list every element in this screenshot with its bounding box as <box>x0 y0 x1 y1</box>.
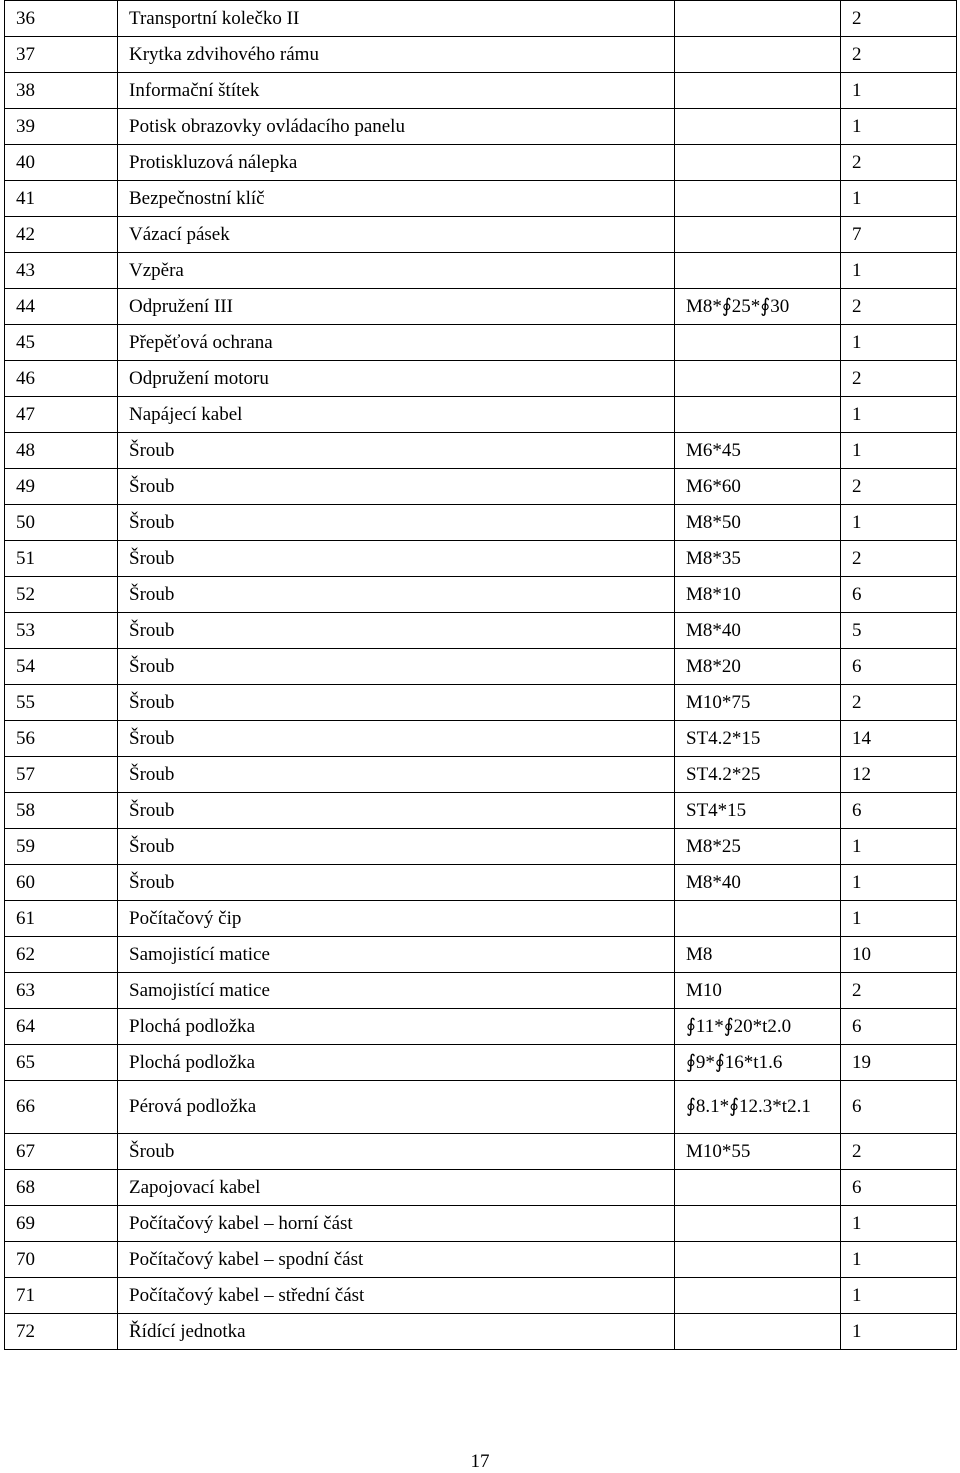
part-quantity-cell: 6 <box>841 649 957 685</box>
table-row <box>5 469 957 505</box>
part-spec-cell <box>675 1278 841 1314</box>
part-spec-cell <box>675 397 841 433</box>
part-number-cell: 65 <box>5 1045 118 1081</box>
part-spec-cell <box>675 181 841 217</box>
part-quantity-cell: 1 <box>841 505 957 541</box>
part-name-cell: Šroub <box>118 685 675 721</box>
part-quantity-cell: 1 <box>841 1314 957 1350</box>
part-number-cell: 36 <box>5 1 118 37</box>
part-spec-cell: M8*20 <box>675 649 841 685</box>
part-number-cell: 45 <box>5 325 118 361</box>
part-quantity-cell: 1 <box>841 1242 957 1278</box>
part-name-cell: Šroub <box>118 577 675 613</box>
part-spec-cell: ST4*15 <box>675 793 841 829</box>
part-spec-cell: M10 <box>675 973 841 1009</box>
part-spec-cell: ∮8.1*∮12.3*t2.1 <box>675 1081 841 1134</box>
part-quantity-cell: 2 <box>841 37 957 73</box>
part-quantity-cell: 6 <box>841 1081 957 1134</box>
part-spec-cell: M8*10 <box>675 577 841 613</box>
part-spec-cell: M8*40 <box>675 865 841 901</box>
table-row <box>5 865 957 901</box>
part-name-cell: Šroub <box>118 505 675 541</box>
part-spec-cell <box>675 37 841 73</box>
part-name-cell: Krytka zdvihového rámu <box>118 37 675 73</box>
part-name-cell: Počítačový kabel – spodní část <box>118 1242 675 1278</box>
part-name-cell: Samojistící matice <box>118 937 675 973</box>
table-row <box>5 73 957 109</box>
part-number-cell: 47 <box>5 397 118 433</box>
part-spec-cell: M6*45 <box>675 433 841 469</box>
table-row <box>5 433 957 469</box>
part-quantity-cell: 1 <box>841 73 957 109</box>
part-number-cell: 61 <box>5 901 118 937</box>
part-spec-cell <box>675 217 841 253</box>
part-quantity-cell: 1 <box>841 1206 957 1242</box>
part-number-cell: 70 <box>5 1242 118 1278</box>
part-spec-cell <box>675 1242 841 1278</box>
part-quantity-cell: 10 <box>841 937 957 973</box>
part-quantity-cell: 2 <box>841 973 957 1009</box>
part-spec-cell: M8*∮25*∮30 <box>675 289 841 325</box>
part-spec-cell <box>675 145 841 181</box>
part-spec-cell: ST4.2*15 <box>675 721 841 757</box>
part-name-cell: Šroub <box>118 865 675 901</box>
table-row <box>5 1045 957 1081</box>
table-row <box>5 937 957 973</box>
table-row <box>5 253 957 289</box>
part-quantity-cell: 2 <box>841 361 957 397</box>
part-number-cell: 51 <box>5 541 118 577</box>
part-number-cell: 72 <box>5 1314 118 1350</box>
table-row <box>5 577 957 613</box>
part-number-cell: 71 <box>5 1278 118 1314</box>
part-spec-cell: M8*25 <box>675 829 841 865</box>
part-spec-cell: M8*40 <box>675 613 841 649</box>
part-quantity-cell: 1 <box>841 397 957 433</box>
part-name-cell: Informační štítek <box>118 73 675 109</box>
part-quantity-cell: 2 <box>841 1 957 37</box>
part-name-cell: Šroub <box>118 469 675 505</box>
part-name-cell: Potisk obrazovky ovládacího panelu <box>118 109 675 145</box>
part-name-cell: Transportní kolečko II <box>118 1 675 37</box>
part-quantity-cell: 2 <box>841 289 957 325</box>
part-number-cell: 52 <box>5 577 118 613</box>
part-number-cell: 66 <box>5 1081 118 1134</box>
part-spec-cell: M8*35 <box>675 541 841 577</box>
table-row <box>5 289 957 325</box>
part-quantity-cell: 7 <box>841 217 957 253</box>
table-row <box>5 1 957 37</box>
part-spec-cell: ∮11*∮20*t2.0 <box>675 1009 841 1045</box>
table-row <box>5 541 957 577</box>
part-quantity-cell: 1 <box>841 325 957 361</box>
table-row <box>5 1242 957 1278</box>
part-spec-cell <box>675 1314 841 1350</box>
part-spec-cell: ST4.2*25 <box>675 757 841 793</box>
part-spec-cell: M10*75 <box>675 685 841 721</box>
part-name-cell: Šroub <box>118 721 675 757</box>
part-name-cell: Šroub <box>118 649 675 685</box>
part-quantity-cell: 5 <box>841 613 957 649</box>
part-name-cell: Pérová podložka <box>118 1081 675 1134</box>
table-row <box>5 505 957 541</box>
part-number-cell: 37 <box>5 37 118 73</box>
part-name-cell: Šroub <box>118 613 675 649</box>
part-spec-cell <box>675 901 841 937</box>
part-number-cell: 67 <box>5 1134 118 1170</box>
table-row <box>5 649 957 685</box>
part-spec-cell <box>675 1206 841 1242</box>
part-name-cell: Šroub <box>118 757 675 793</box>
table-row <box>5 145 957 181</box>
part-spec-cell <box>675 325 841 361</box>
part-number-cell: 50 <box>5 505 118 541</box>
part-quantity-cell: 1 <box>841 829 957 865</box>
table-row <box>5 397 957 433</box>
part-name-cell: Odpružení motoru <box>118 361 675 397</box>
part-number-cell: 38 <box>5 73 118 109</box>
table-row <box>5 613 957 649</box>
part-quantity-cell: 1 <box>841 433 957 469</box>
part-name-cell: Odpružení III <box>118 289 675 325</box>
part-name-cell: Šroub <box>118 541 675 577</box>
table-row <box>5 217 957 253</box>
part-quantity-cell: 6 <box>841 1009 957 1045</box>
part-number-cell: 69 <box>5 1206 118 1242</box>
table-row <box>5 685 957 721</box>
part-name-cell: Šroub <box>118 829 675 865</box>
table-row <box>5 721 957 757</box>
part-quantity-cell: 1 <box>841 1278 957 1314</box>
part-name-cell: Řídící jednotka <box>118 1314 675 1350</box>
table-row <box>5 37 957 73</box>
part-number-cell: 39 <box>5 109 118 145</box>
part-name-cell: Vázací pásek <box>118 217 675 253</box>
part-quantity-cell: 12 <box>841 757 957 793</box>
part-quantity-cell: 1 <box>841 109 957 145</box>
table-row <box>5 829 957 865</box>
part-name-cell: Bezpečnostní klíč <box>118 181 675 217</box>
part-quantity-cell: 19 <box>841 1045 957 1081</box>
table-row <box>5 901 957 937</box>
table-row <box>5 1134 957 1170</box>
part-number-cell: 40 <box>5 145 118 181</box>
part-spec-cell: M10*55 <box>675 1134 841 1170</box>
table-row <box>5 1081 957 1134</box>
part-name-cell: Plochá podložka <box>118 1045 675 1081</box>
part-quantity-cell: 6 <box>841 1170 957 1206</box>
part-number-cell: 60 <box>5 865 118 901</box>
page-number: 17 <box>470 1451 490 1472</box>
part-spec-cell <box>675 361 841 397</box>
part-quantity-cell: 1 <box>841 253 957 289</box>
part-quantity-cell: 1 <box>841 901 957 937</box>
part-name-cell: Počítačový kabel – horní část <box>118 1206 675 1242</box>
table-row <box>5 1170 957 1206</box>
part-quantity-cell: 1 <box>841 181 957 217</box>
part-spec-cell <box>675 253 841 289</box>
table-row <box>5 181 957 217</box>
part-number-cell: 59 <box>5 829 118 865</box>
part-number-cell: 62 <box>5 937 118 973</box>
table-row <box>5 325 957 361</box>
part-name-cell: Počítačový kabel – střední část <box>118 1278 675 1314</box>
part-number-cell: 48 <box>5 433 118 469</box>
table-row <box>5 109 957 145</box>
part-quantity-cell: 6 <box>841 577 957 613</box>
part-spec-cell: M8*50 <box>675 505 841 541</box>
part-number-cell: 55 <box>5 685 118 721</box>
part-name-cell: Protiskluzová nálepka <box>118 145 675 181</box>
part-number-cell: 46 <box>5 361 118 397</box>
part-number-cell: 41 <box>5 181 118 217</box>
part-quantity-cell: 2 <box>841 685 957 721</box>
part-name-cell: Zapojovací kabel <box>118 1170 675 1206</box>
table-row <box>5 361 957 397</box>
part-name-cell: Šroub <box>118 793 675 829</box>
part-name-cell: Napájecí kabel <box>118 397 675 433</box>
part-number-cell: 42 <box>5 217 118 253</box>
table-row <box>5 973 957 1009</box>
part-name-cell: Šroub <box>118 1134 675 1170</box>
table-row <box>5 1206 957 1242</box>
part-number-cell: 58 <box>5 793 118 829</box>
part-name-cell: Vzpěra <box>118 253 675 289</box>
part-spec-cell <box>675 1170 841 1206</box>
part-spec-cell <box>675 1 841 37</box>
part-number-cell: 64 <box>5 1009 118 1045</box>
part-spec-cell: M8 <box>675 937 841 973</box>
table-row <box>5 757 957 793</box>
part-quantity-cell: 2 <box>841 145 957 181</box>
part-quantity-cell: 2 <box>841 469 957 505</box>
part-quantity-cell: 14 <box>841 721 957 757</box>
part-spec-cell: M6*60 <box>675 469 841 505</box>
part-quantity-cell: 2 <box>841 1134 957 1170</box>
part-number-cell: 49 <box>5 469 118 505</box>
part-spec-cell <box>675 73 841 109</box>
table-row <box>5 1278 957 1314</box>
part-quantity-cell: 6 <box>841 793 957 829</box>
part-number-cell: 57 <box>5 757 118 793</box>
part-number-cell: 54 <box>5 649 118 685</box>
part-number-cell: 63 <box>5 973 118 1009</box>
part-quantity-cell: 2 <box>841 541 957 577</box>
part-name-cell: Samojistící matice <box>118 973 675 1009</box>
part-spec-cell: ∮9*∮16*t1.6 <box>675 1045 841 1081</box>
part-number-cell: 44 <box>5 289 118 325</box>
part-number-cell: 68 <box>5 1170 118 1206</box>
part-number-cell: 56 <box>5 721 118 757</box>
part-name-cell: Plochá podložka <box>118 1009 675 1045</box>
part-name-cell: Přepěťová ochrana <box>118 325 675 361</box>
table-row <box>5 793 957 829</box>
part-name-cell: Šroub <box>118 433 675 469</box>
part-number-cell: 53 <box>5 613 118 649</box>
part-number-cell: 43 <box>5 253 118 289</box>
part-spec-cell <box>675 109 841 145</box>
parts-table-body <box>5 1 957 1350</box>
part-quantity-cell: 1 <box>841 865 957 901</box>
table-row <box>5 1314 957 1350</box>
part-name-cell: Počítačový čip <box>118 901 675 937</box>
parts-table <box>4 0 957 1350</box>
table-row <box>5 1009 957 1045</box>
